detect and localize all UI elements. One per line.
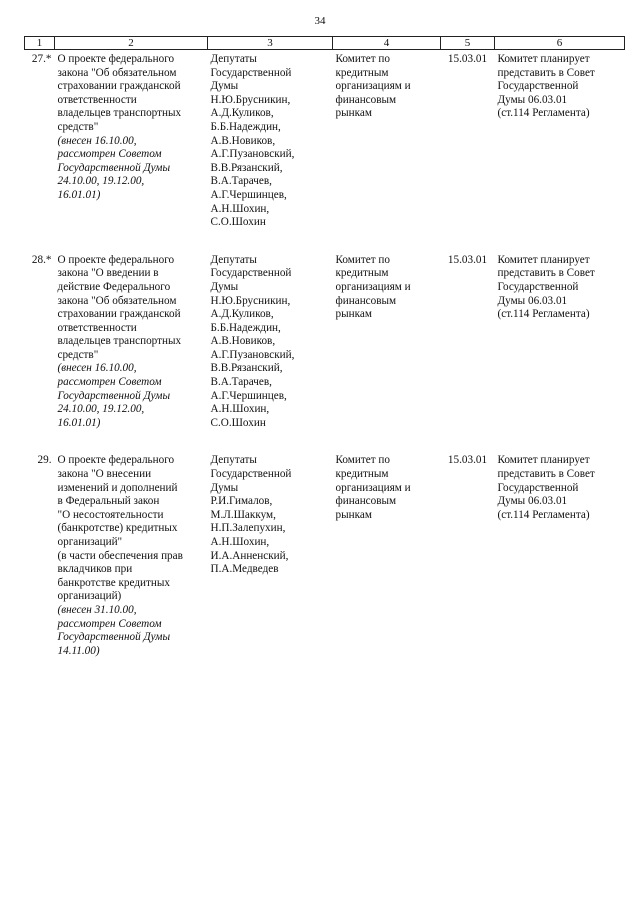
authors-cell (208, 250, 333, 451)
committee-line: Комитет по (335, 454, 390, 467)
author-line: А.Н.Шохин, (210, 202, 270, 215)
bill-status-note-line: (внесен 31.10.00, (57, 603, 137, 616)
remark-line: Думы 06.03.01 (497, 93, 568, 106)
author-line: М.Л.Шаккум, (210, 508, 276, 521)
row-number-cell: 29. (37, 454, 52, 467)
date-cell: 15.03.01 (447, 253, 488, 266)
authors-cell (208, 450, 333, 678)
bill-status-note-line: (внесен 16.10.00, (57, 362, 137, 375)
author-line: Депутаты (210, 53, 257, 65)
bill-title-cell (55, 250, 208, 451)
bill-title-line: действие Федерального (57, 280, 171, 293)
remark-line: Комитет планирует (497, 454, 590, 467)
remark-line: (ст.114 Регламента) (497, 107, 590, 120)
committee-line: кредитным (335, 468, 389, 481)
remark-cell (495, 250, 625, 451)
remark-line: Думы 06.03.01 (497, 495, 568, 508)
author-line: А.Г.Пузановский, (210, 148, 295, 161)
bill-title-line: владельцев транспортных (57, 107, 182, 120)
bill-title-cell (55, 450, 208, 678)
bill-title-line: (в части обеспечения прав (57, 549, 183, 562)
remark-line: Комитет планирует (497, 253, 590, 266)
authors-cell (208, 50, 333, 250)
bill-title-line: О проекте федерального (57, 454, 175, 467)
bill-title-line: ответственности (57, 321, 137, 334)
date-cell: 15.03.01 (447, 454, 488, 467)
committee-line: рынкам (335, 107, 372, 120)
bill-title-line: средств" (57, 120, 99, 133)
remark-line: представить в Совет (497, 267, 595, 280)
row-number-cell: 28.* (31, 253, 52, 266)
row-number-cell: 27.* (31, 53, 52, 65)
column-number-1: 1 (25, 37, 55, 50)
bill-status-note-line: 14.11.00) (57, 644, 100, 657)
bill-title-line: (банкротстве) кредитных (57, 522, 178, 535)
remark-line: представить в Совет (497, 468, 595, 481)
bill-title-line: ответственности (57, 93, 137, 106)
bill-status-note-line: 16.01.01) (57, 416, 101, 429)
author-line: Государственной (210, 468, 292, 481)
bill-status-note-line: (внесен 16.10.00, (57, 134, 137, 147)
author-line: Депутаты (210, 454, 257, 467)
bill-status-note-line: Государственной Думы (57, 631, 171, 644)
bill-status-note-line: Государственной Думы (57, 161, 171, 174)
committee-line: рынкам (335, 508, 372, 521)
author-line: В.А.Тарачев, (210, 376, 272, 389)
bill-title-line: страховании гражданской (57, 80, 181, 93)
committee-line: финансовым (335, 294, 397, 307)
author-line: А.В.Новиков, (210, 134, 276, 147)
bill-title-line: закона "Об обязательном (57, 66, 177, 79)
column-number-6: 6 (495, 37, 625, 50)
page-number: 34 (314, 15, 326, 27)
table-row (25, 450, 625, 678)
committee-line: Комитет по (335, 53, 390, 65)
remark-line: Государственной (497, 80, 579, 93)
committee-line: кредитным (335, 66, 389, 79)
committee-line: организациям и (335, 481, 411, 494)
bill-title-cell (55, 50, 208, 250)
bill-title-line: владельцев транспортных (57, 335, 182, 348)
column-number-4: 4 (333, 37, 441, 50)
column-number-3: 3 (208, 37, 333, 50)
author-line: А.Н.Шохин, (210, 536, 270, 548)
bill-title-line: организаций" (57, 536, 123, 548)
remark-line: Государственной (497, 481, 579, 494)
bill-status-note-line: рассмотрен Советом (57, 148, 162, 161)
bill-title-line: изменений и дополнений (57, 481, 178, 494)
author-line: П.А.Медведев (210, 563, 279, 576)
bill-status-note-line: Государственной Думы (57, 389, 171, 402)
committee-line: рынкам (335, 308, 372, 321)
author-line: Н.Ю.Брусникин, (210, 93, 291, 106)
committee-line: организациям и (335, 80, 411, 93)
bill-title-line: О проекте федерального (57, 253, 175, 266)
author-line: Думы (210, 481, 239, 494)
committee-cell (333, 450, 441, 678)
author-line: А.В.Новиков, (210, 335, 276, 348)
author-line: Б.Б.Надеждин, (210, 120, 281, 133)
remark-line: представить в Совет (497, 66, 595, 79)
table-row (25, 50, 625, 250)
author-line: А.Д.Куликов, (210, 107, 274, 120)
remark-cell (495, 450, 625, 678)
column-number-5: 5 (441, 37, 495, 50)
author-line: Думы (210, 80, 239, 93)
bill-title-line: в Федеральный закон (57, 495, 160, 508)
bill-title-line: вкладчиков при (57, 563, 133, 576)
author-line: А.Г.Пузановский, (210, 348, 295, 361)
bill-title-line: средств" (57, 348, 99, 361)
author-line: Н.Ю.Брусникин, (210, 294, 291, 307)
bill-status-note-line: 16.01.01) (57, 188, 101, 201)
committee-line: организациям и (335, 280, 411, 293)
author-line: Государственной (210, 267, 292, 280)
author-line: Н.П.Залепухин, (210, 522, 286, 535)
bill-title-line: закона "Об обязательном (57, 294, 177, 307)
bill-status-note-line: 24.10.00, 19.12.00, (57, 403, 145, 416)
author-line: С.О.Шохин (210, 216, 266, 229)
author-line: А.Г.Чершинцев, (210, 188, 287, 201)
bill-title-line: организаций) (57, 590, 122, 603)
author-line: Государственной (210, 66, 292, 79)
committee-line: кредитным (335, 267, 389, 280)
author-line: И.А.Анненский, (210, 549, 289, 562)
author-line: Б.Б.Надеждин, (210, 321, 281, 334)
committee-cell (333, 250, 441, 451)
bills-table (24, 36, 625, 678)
remark-line: (ст.114 Регламента) (497, 308, 590, 321)
author-line: А.Д.Куликов, (210, 308, 274, 321)
date-cell: 15.03.01 (447, 53, 488, 65)
committee-cell (333, 50, 441, 250)
bill-title-line: закона "О введении в (57, 267, 159, 280)
remark-line: (ст.114 Регламента) (497, 508, 590, 521)
bill-status-note-line: рассмотрен Советом (57, 617, 162, 630)
author-line: А.Н.Шохин, (210, 403, 270, 416)
author-line: Думы (210, 280, 239, 293)
remark-cell (495, 50, 625, 250)
bill-title-line: страховании гражданской (57, 308, 181, 321)
bill-status-note-line: рассмотрен Советом (57, 376, 162, 389)
author-line: А.Г.Чершинцев, (210, 389, 287, 402)
author-line: В.В.Рязанский, (210, 362, 283, 375)
bill-title-line: О проекте федерального (57, 53, 175, 65)
remark-line: Государственной (497, 280, 579, 293)
author-line: Депутаты (210, 253, 257, 266)
bill-title-line: банкротстве кредитных (57, 576, 170, 589)
table-row (25, 250, 625, 451)
bill-title-line: "О несостоятельности (57, 508, 164, 521)
author-line: С.О.Шохин (210, 416, 266, 429)
committee-line: финансовым (335, 93, 397, 106)
column-number-2: 2 (55, 37, 208, 50)
author-line: В.В.Рязанский, (210, 161, 283, 174)
committee-line: Комитет по (335, 253, 390, 266)
remark-line: Комитет планирует (497, 53, 590, 65)
author-line: В.А.Тарачев, (210, 175, 272, 188)
bill-title-line: закона "О внесении (57, 468, 152, 481)
bill-status-note-line: 24.10.00, 19.12.00, (57, 175, 145, 188)
remark-line: Думы 06.03.01 (497, 294, 568, 307)
column-number-header-row (25, 37, 625, 50)
committee-line: финансовым (335, 495, 397, 508)
author-line: Р.И.Гималов, (210, 495, 273, 508)
